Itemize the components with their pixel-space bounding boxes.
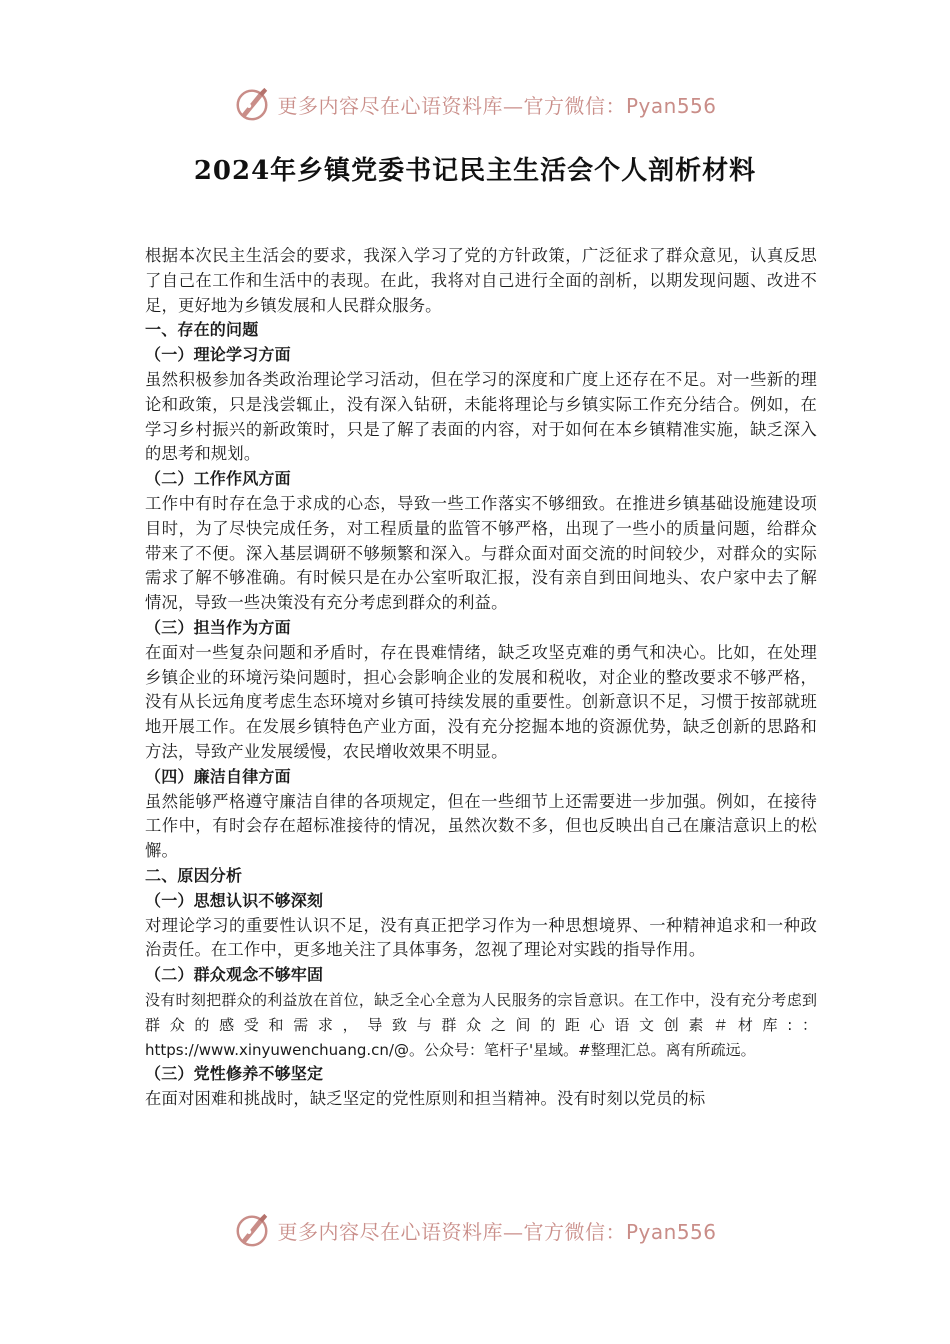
body-paragraph: 对理论学习的重要性认识不足，没有真正把学习作为一种思想境界、一种精神追求和一种政治责任。在工作中，更多地关注了具体事务，忽视了理论对实践的指导作用。 <box>145 915 817 960</box>
watermark-footer <box>0 1210 950 1250</box>
body-paragraph: 工作中有时存在急于求成的心态，导致一些工作落实不够细致。在推进乡镇基础设施建设项目时，为了尽快完成任务，对工程质量的监管不够严格，出现了一些小的质量问题，给群众带来了不便。深入基层调研不够频繁和深入。与群众面对面交流的时间较少，对群众的实际需求了解不够准确。有时候只是在办公室听取汇报，没有亲自到田间地头、农户家中去了解情况，导致一些决策没有充分考虑到群众的利益。 <box>145 493 817 613</box>
document-body <box>145 244 817 1112</box>
subsection-heading: （二）群众观念不够牢固 <box>145 965 324 985</box>
watermark-text <box>277 90 716 119</box>
body-paragraph: 在面对困难和挑战时，缺乏坚定的党性原则和担当精神。没有时刻以党员的标 <box>145 1089 706 1109</box>
watermark-label: 更多内容尽在心语资料库—官方微信： <box>277 1219 626 1244</box>
subsection-heading: （一）思想认识不够深刻 <box>145 890 324 910</box>
subsection-heading: （三）党性修养不够坚定 <box>145 1064 324 1084</box>
subsection-heading: （一）理论学习方面 <box>145 345 291 365</box>
body-paragraph: 没有时刻把群众的利益放在首位，缺乏全心全意为人民服务的宗旨意识。在工作中，没有充分考虑到群众的感受和需求，导致与群众之间的距心语文创素＃材库:： https://www.xinyuwenchuang.cn/@。公众号：笔杆子'星域。#整理汇总。离有所疏远。 <box>145 990 817 1059</box>
document-title: 2024年乡镇党委书记民主生活会个人剖析材料 <box>193 156 757 186</box>
subsection-heading: （四）廉洁自律方面 <box>145 766 291 786</box>
body-paragraph: 虽然能够严格遵守廉洁自律的各项规定，但在一些细节上还需要进一步加强。例如，在接待工作中，有时会存在超标准接待的情况，虽然次数不多，但也反映出自己在廉洁意识上的松懈。 <box>145 791 817 861</box>
subsection-heading: （二）工作作风方面 <box>145 469 291 489</box>
section-heading: 一、存在的问题 <box>145 320 259 340</box>
watermark-wechat-id: Pyan556 <box>625 1219 717 1244</box>
pen-logo-icon <box>233 1211 271 1249</box>
watermark-wechat-id: Pyan556 <box>625 93 717 118</box>
body-paragraph: 在面对一些复杂问题和矛盾时，存在畏难情绪，缺乏攻坚克难的勇气和决心。比如，在处理乡镇企业的环境污染问题时，担心会影响企业的发展和税收，对企业的整改要求不够严格，没有从长远角度考虑生态环境对乡镇可持续发展的重要性。创新意识不足，习惯于按部就班地开展工作。在发展乡镇特色产业方面，没有充分挖掘本地的资源优势，缺乏创新的思路和方法，导致产业发展缓慢，农民增收效果不明显。 <box>145 642 817 761</box>
pen-logo-icon <box>233 85 271 123</box>
watermark-text <box>277 1216 716 1245</box>
body-paragraph: 根据本次民主生活会的要求，我深入学习了党的方针政策，广泛征求了群众意见，认真反思了自己在工作和生活中的表现。在此，我将对自己进行全面的剖析，以期发现问题、改进不足，更好地为乡镇发展和人民群众服务。 <box>145 246 817 315</box>
section-heading: 二、原因分析 <box>145 865 243 885</box>
watermark-label: 更多内容尽在心语资料库—官方微信： <box>277 93 626 118</box>
subsection-heading: （三）担当作为方面 <box>145 617 291 637</box>
watermark-header <box>0 84 950 124</box>
body-paragraph: 虽然积极参加各类政治理论学习活动，但在学习的深度和广度上还存在不足。对一些新的理论和政策，只是浅尝辄止，没有深入钻研，未能将理论与乡镇实际工作充分结合。例如，在学习乡村振兴的新政策时，只是了解了表面的内容，对于如何在本乡镇精准实施，缺乏深入的思考和规划。 <box>145 369 817 464</box>
